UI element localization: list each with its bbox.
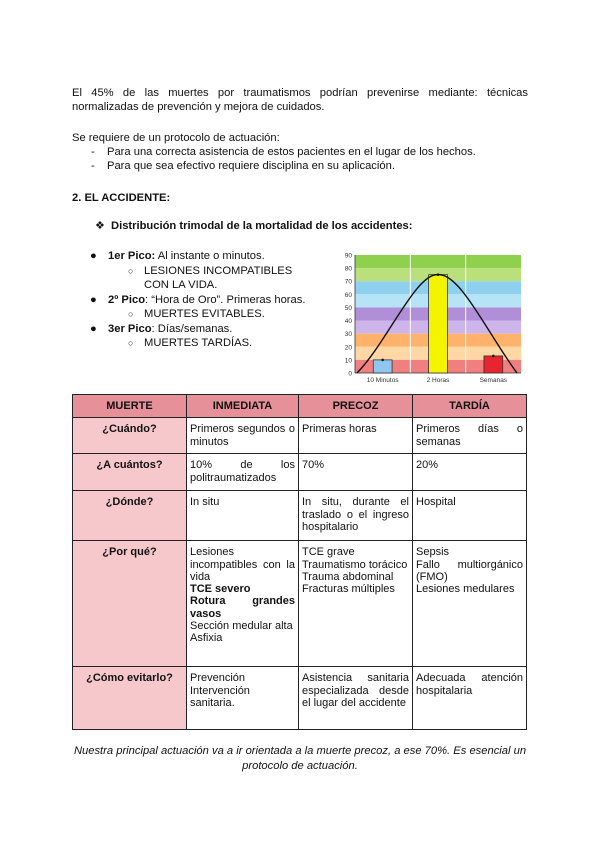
table-cell: Hospital <box>413 491 527 541</box>
circle-bullet-icon: ○ <box>128 265 134 276</box>
peak-subitem: ○ LESIONES INCOMPATIBLES <box>128 264 293 277</box>
chart-y-tick-label: 50 <box>344 304 352 312</box>
chart-bar <box>373 360 392 373</box>
chart-y-tick-label: 70 <box>344 278 352 286</box>
table-cell: 10% de los politraumatizados <box>187 454 299 491</box>
table-row <box>73 667 527 730</box>
row-header: ¿Cómo evitarlo? <box>73 667 187 730</box>
table-cell: 20% <box>413 454 527 491</box>
row-header: ¿Cuándo? <box>73 418 187 454</box>
chart-point <box>381 359 384 362</box>
protocol-item: - Para una correcta asistencia de estos pacientes en el lugar de los hechos. <box>72 145 528 159</box>
protocol-item: - Para que sea efectivo requiere disciplina en su aplicación. <box>72 159 528 173</box>
column-header: TARDÍA <box>413 395 527 418</box>
chart-y-tick-label: 0 <box>348 370 352 378</box>
section-title: 2. EL ACCIDENTE: <box>72 192 171 204</box>
mortality-table <box>72 394 527 730</box>
chart-y-tick-label: 30 <box>344 331 352 339</box>
peak-subitem-cont: CON LA VIDA. <box>144 279 218 291</box>
column-header: MUERTE <box>73 395 187 418</box>
peak-subitem: ○ MUERTES EVITABLES. <box>128 308 265 320</box>
trimodal-mortality-chart <box>335 249 527 387</box>
table-row <box>73 541 527 667</box>
table-cell: Asistencia sanitaria especializada desde el lugar del accidente <box>299 667 413 730</box>
chart-y-tick-label: 10 <box>344 357 352 365</box>
table-cell: Adecuada atención hospitalaria <box>413 667 527 730</box>
chart-x-tick-label: Semanas <box>479 377 508 384</box>
subsection-title: ❖ Distribución trimodal de la mortalidad de los accidentes: <box>95 220 413 232</box>
table-cell: Sepsis Fallo multiorgánico (FMO) Lesiones medulares <box>413 541 527 667</box>
table-cell: TCE grave Traumatismo torácico Trauma abdominal Fracturas múltiples <box>299 541 413 667</box>
table-cell: 70% <box>299 454 413 491</box>
protocol-list <box>72 145 528 173</box>
chart-point <box>437 273 440 276</box>
chart-x-tick-label: 10 Minutos <box>366 377 399 384</box>
chart-bar <box>484 356 503 373</box>
peak-item: ● 2º Pico: “Hora de Oro”. Primeras horas. <box>90 293 306 306</box>
chart-y-tick-label: 90 <box>344 252 352 260</box>
chart-y-tick-label: 60 <box>344 291 352 299</box>
table-cell: Primeras horas <box>299 418 413 454</box>
peaks-list <box>90 249 330 351</box>
chart-band <box>355 255 521 268</box>
table-header-row <box>73 395 527 418</box>
row-header: ¿Por qué? <box>73 541 187 667</box>
circle-bullet-icon: ○ <box>128 338 134 348</box>
diamond-bullet-icon: ❖ <box>95 220 106 232</box>
chart-y-tick-label: 20 <box>344 344 352 352</box>
table-cell: In situ <box>187 491 299 541</box>
closing-note: Nuestra principal actuación va a ir orientada a la muerte precoz, a ese 70%. Es esencial un protocolo de actuación. <box>73 745 527 772</box>
table-row <box>73 491 527 541</box>
row-header: ¿Dónde? <box>73 491 187 541</box>
table-cell: Primeros segundos o minutos <box>187 418 299 454</box>
column-header: PRECOZ <box>299 395 413 418</box>
bullet-icon: ● <box>90 250 97 262</box>
protocol-lead: Se requiere de un protocolo de actuación: <box>72 132 280 144</box>
peak-subitem: ○ MUERTES TARDÍAS. <box>128 337 253 349</box>
table-cell: Lesiones incompatibles con la vida TCE severo Rotura grandes vasos Sección medular alta Asfixia <box>187 541 299 667</box>
peak-item: ● 3er Pico: Días/semanas. <box>90 322 233 335</box>
table-row <box>73 418 527 454</box>
table-row <box>73 454 527 491</box>
protocol-block <box>72 131 528 173</box>
column-header: INMEDIATA <box>187 395 299 418</box>
intro-paragraph: El 45% de las muertes por traumatismos podrían prevenirse mediante: técnicas normalizadas de prevención y mejora de cuidados. <box>72 87 528 113</box>
chart-y-tick-label: 40 <box>344 318 352 326</box>
bullet-icon: ● <box>90 322 97 335</box>
table-cell: Prevención Intervención sanitaria. <box>187 667 299 730</box>
bullet-icon: ● <box>90 293 97 306</box>
row-header: ¿A cuántos? <box>73 454 187 491</box>
table-cell: Primeros días o semanas <box>413 418 527 454</box>
chart-y-tick-label: 80 <box>344 265 352 273</box>
table-cell: In situ, durante el traslado o el ingreso hospitalario <box>299 491 413 541</box>
peak-item: ● 1er Pico: Al instante o minutos. <box>90 250 265 262</box>
circle-bullet-icon: ○ <box>128 309 134 319</box>
chart-point <box>492 355 495 358</box>
chart-bar <box>429 275 448 373</box>
chart-x-tick-label: 2 Horas <box>426 377 450 384</box>
